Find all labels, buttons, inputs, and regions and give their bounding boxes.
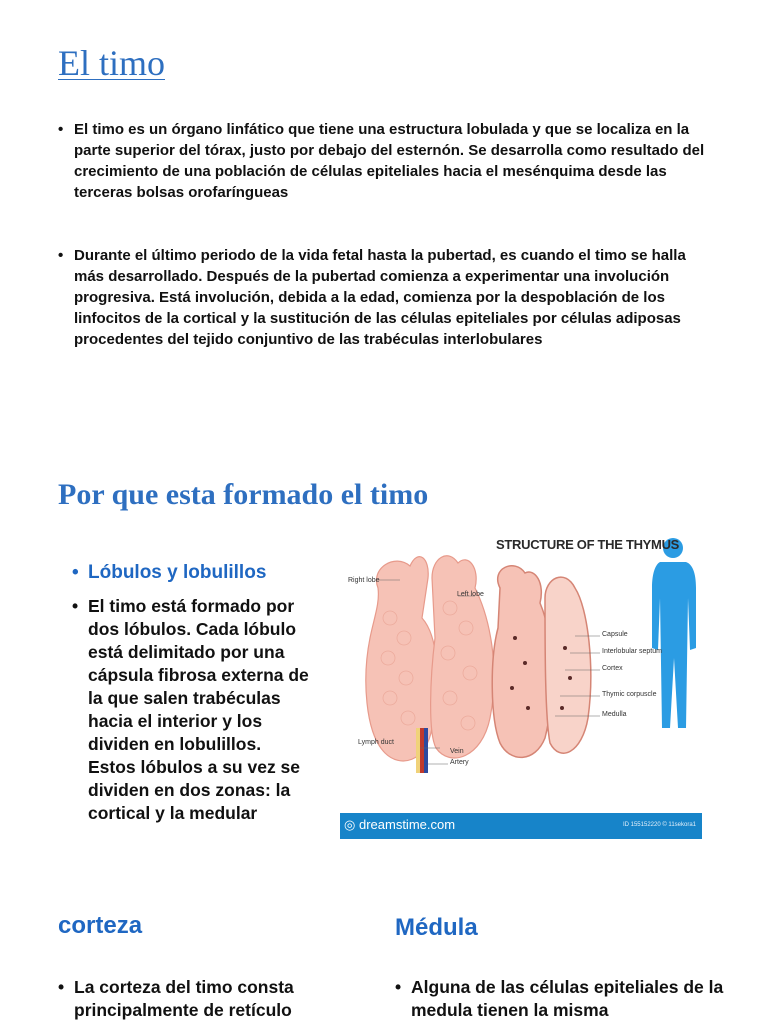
vein-vessel bbox=[420, 728, 424, 773]
label-artery: Artery bbox=[450, 759, 469, 766]
label-lymph-duct: Lymph duct bbox=[358, 739, 394, 746]
label-left-lobe: Left lobe bbox=[457, 591, 484, 598]
label-right-lobe: Right lobe bbox=[348, 577, 380, 584]
figure-id-text: ID 155152220 © 11sekora1 bbox=[622, 822, 696, 828]
label-septum: Interlobular septum bbox=[602, 648, 662, 655]
corteza-bullet-list bbox=[58, 976, 358, 1022]
section-title-formation: Por que esta formado el timo bbox=[58, 478, 429, 511]
thymus-illustration bbox=[340, 528, 702, 813]
subheading-lobulos: • Lóbulos y lobulillos bbox=[72, 561, 322, 585]
thymus-structure-figure bbox=[340, 528, 702, 839]
label-capsule: Capsule bbox=[602, 631, 628, 638]
bullet-paragraph-1: • El timo es un órgano linfático que tiene una estructura lobulada y que se localiza en la parte superior del tórax, justo por debajo del esternón. Se desarrolla como resultado del crecimiento de una población de células epiteliales hacia el mesénquima desde las terceras bolsas orofaríngueas bbox=[58, 119, 718, 203]
heading-medula: Médula bbox=[395, 914, 478, 941]
figure-footer-bar bbox=[340, 813, 702, 839]
figure-title: STRUCTURE OF THE THYMUS bbox=[496, 537, 680, 552]
heading-corteza: corteza bbox=[58, 912, 143, 939]
lymph-vessel bbox=[416, 728, 420, 773]
bullet-corteza: • La corteza del timo consta principalmente de retículo bbox=[58, 976, 358, 1022]
label-vein: Vein bbox=[450, 748, 464, 755]
label-thymic-corpuscle: Thymic corpuscle bbox=[602, 691, 657, 698]
section-left-shape bbox=[492, 566, 552, 758]
section-right-shape bbox=[545, 577, 591, 753]
bullet-paragraph-2: • Durante el último periodo de la vida fetal hasta la pubertad, es cuando el timo se halla más desarrollado. Después de la pubertad comienza a experimentar una involución progresiva. Está involución, debida a la edad, comienza por la despoblación de los linfocitos de la cortical y la sustitución de las células epiteliales por células adiposas procedentes del tejido conjuntivo de las trabéculas interlobulares bbox=[58, 245, 718, 350]
brand-text: dreamstime.com bbox=[358, 817, 456, 832]
subheading-list bbox=[72, 561, 322, 585]
lobulos-bullet-list bbox=[72, 595, 312, 825]
section-title-el-timo: El timo bbox=[58, 43, 165, 83]
figure-brand bbox=[344, 817, 455, 833]
bullet-medula: • Alguna de las células epiteliales de la medula tienen la misma bbox=[395, 976, 725, 1022]
medula-bullet-list bbox=[395, 976, 725, 1022]
artery-vessel bbox=[424, 728, 428, 773]
label-cortex: Cortex bbox=[602, 665, 623, 672]
development-bullet-list bbox=[58, 245, 718, 350]
brand-logo-icon: ◎ bbox=[344, 817, 356, 832]
human-silhouette-icon bbox=[652, 538, 696, 728]
intro-bullet-list bbox=[58, 119, 718, 203]
label-medulla: Medulla bbox=[602, 711, 627, 718]
bullet-paragraph-lobulos: • El timo está formado por dos lóbulos. Cada lóbulo está delimitado por una cápsula fibrosa externa de la que salen trabéculas hacia el interior y los dividen en lobulillos. Estos lóbulos a su vez se dividen en dos zonas: la cortical y la medular bbox=[72, 595, 312, 825]
